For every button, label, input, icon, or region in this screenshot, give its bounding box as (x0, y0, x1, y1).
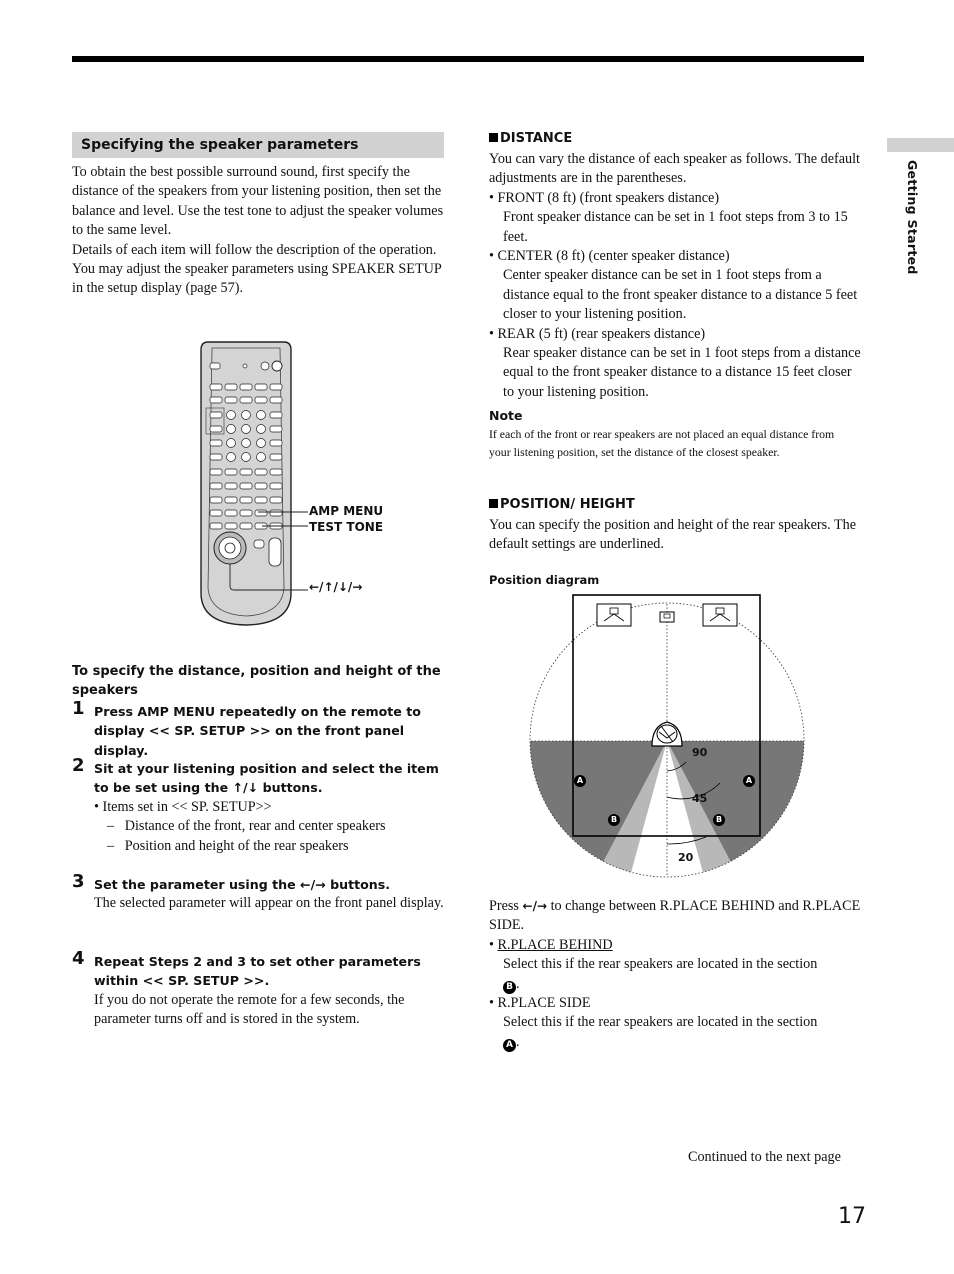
distance-item-text: Front speaker distance can be set in 1 foot steps from 3 to 15 feet. (503, 209, 848, 245)
zone-a-marker: A (503, 1039, 516, 1052)
step-number: 4 (72, 948, 85, 969)
intro-paragraph: To obtain the best possible surround sound, first specify the distance of the speakers from your listening position, then set the balance and level. Use the test tone to adjust the speaker volumes to the same level. (72, 164, 444, 239)
test-tone-label: TEST TONE (309, 520, 384, 534)
step-dash-item: – Position and height of the rear speakers (107, 837, 349, 854)
step-instruction: Repeat Steps 2 and 3 to set other parameters within << SP. SETUP >>. (94, 954, 421, 989)
side-tab-marker (887, 138, 954, 152)
angle-label: 20 (678, 851, 694, 864)
zone-b-marker-left: B (608, 814, 620, 826)
angle-label: 45 (692, 792, 708, 805)
distance-item-label: • CENTER (8 ft) (center speaker distance) (489, 248, 730, 265)
step-3 (72, 871, 447, 914)
procedure-title: To specify the distance, position and height of the speakers (72, 664, 441, 699)
note-title: Note (489, 408, 523, 423)
angle-label: 90 (692, 746, 708, 759)
position-heading: POSITION/ HEIGHT (489, 497, 635, 512)
square-bullet-icon (489, 133, 498, 142)
step-dash-item: – Distance of the front, rear and center speakers (107, 818, 386, 835)
front-right-speaker-icon (703, 604, 737, 626)
zone-a-marker-right: A (743, 775, 755, 787)
intro-paragraph: Details of each item will follow the description of the operation. (72, 241, 437, 258)
continued-note: Continued to the next page (688, 1149, 841, 1165)
step-number: 2 (72, 755, 85, 776)
zone-b-marker: B (503, 981, 516, 994)
remote-control-illustration (196, 338, 396, 630)
position-options (489, 897, 864, 1052)
top-rule (72, 56, 864, 62)
side-tab-label: Getting Started (905, 160, 920, 275)
option-label: • R.PLACE SIDE (489, 995, 591, 1012)
distance-section (489, 150, 864, 402)
option-text: Select this if the rear speakers are located in the section B . (503, 956, 818, 992)
step-2 (72, 755, 447, 856)
position-diagram (526, 592, 808, 884)
distance-item-label: • FRONT (8 ft) (front speakers distance) (489, 189, 720, 206)
step-instruction: Press AMP MENU repeatedly on the remote to display << SP. SETUP >> on the front panel display. (94, 704, 421, 758)
distance-item-text: Center speaker distance can be set in 1 foot steps from a distance equal to the front speaker distance to a distance 5 feet closer to your listening position. (503, 267, 858, 323)
section-heading: Specifying the speaker parameters (72, 132, 444, 158)
distance-intro: You can vary the distance of each speaker as follows. The default adjustments are in the parentheses. (489, 151, 860, 187)
center-speaker-icon (660, 612, 674, 622)
step-number: 3 (72, 871, 85, 892)
arrow-buttons-label: ←/↑/↓/→ (309, 580, 363, 594)
option-text: Select this if the rear speakers are located in the section A . (503, 1014, 818, 1050)
option-label: • R.PLACE BEHIND (489, 936, 613, 953)
intro-text (72, 163, 444, 299)
square-bullet-icon (489, 499, 498, 508)
distance-item-text: Rear speaker distance can be set in 1 foot steps from a distance equal to the front speaker distance to a distance 15 feet closer to your listening position. (503, 345, 861, 400)
amp-menu-label: AMP MENU (309, 504, 384, 518)
zone-b-marker-right: B (713, 814, 725, 826)
press-instruction: Press ←/→ to change between R.PLACE BEHIND and R.PLACE SIDE. (489, 898, 861, 934)
listener-icon (652, 722, 682, 746)
step-number: 1 (72, 698, 85, 719)
step-bullet: • Items set in << SP. SETUP>> (94, 798, 272, 815)
diagram-title: Position diagram (489, 573, 600, 587)
intro-paragraph: You may adjust the speaker parameters using SPEAKER SETUP in the setup display (page 57). (72, 261, 442, 297)
distance-item-label: • REAR (5 ft) (rear speakers distance) (489, 325, 706, 342)
distance-heading: DISTANCE (489, 131, 572, 146)
note-text: If each of the front or rear speakers are not placed an equal distance from your listening position, set the distance of the closest speaker. (489, 427, 835, 459)
step-text: If you do not operate the remote for a few seconds, the parameter turns off and is stored in the system. (94, 991, 405, 1028)
front-left-speaker-icon (597, 604, 631, 626)
zone-a-marker-left: A (574, 775, 586, 787)
step-instruction: Sit at your listening position and select the item to be set using the ↑/↓ buttons. (94, 761, 439, 796)
arrow-buttons-icon: ←/→ (522, 899, 548, 913)
page-number: 17 (838, 1204, 866, 1229)
step-text: The selected parameter will appear on the front panel display. (94, 895, 444, 912)
step-4 (72, 948, 447, 1030)
position-intro: You can specify the position and height of the rear speakers. The default settings are underlined. (489, 517, 857, 553)
step-1 (72, 698, 447, 760)
step-instruction: Set the parameter using the ←/→ buttons. (94, 877, 391, 892)
